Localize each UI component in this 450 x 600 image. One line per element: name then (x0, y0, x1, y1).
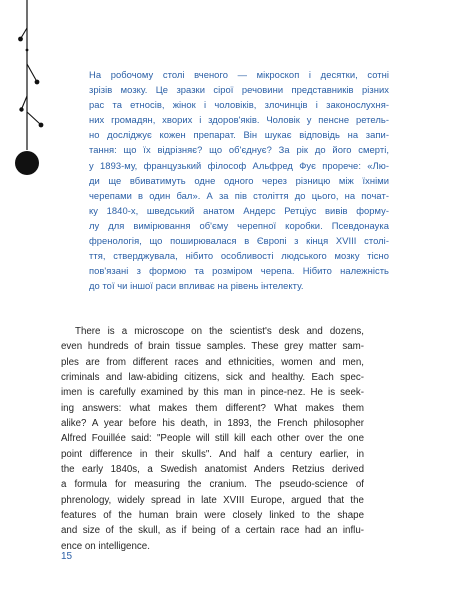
ukrainian-paragraph-line: черепами в один бал». А за пів століття до цього, на почат- (89, 189, 389, 201)
english-paragraph-line: even hundreds of brain tissue samples. These grey matter sam- (61, 341, 364, 353)
english-paragraph-line: ing answers: what makes them different? What makes them (61, 402, 364, 414)
english-paragraph-line: alike? A year before his death, in 1893, the French philosopher (61, 418, 364, 430)
ukrainian-paragraph-line: у 1893-му, французький філософ Альфред Фує прорече: «Лю- (89, 159, 389, 171)
english-paragraph-line: imen is carefully examined by this man in pince-nez. He is seek- (61, 387, 364, 399)
english-paragraph-line: point difference in their skulls". And half a century earlier, in (61, 448, 364, 460)
ukrainian-paragraph-line: до тої чи іншої раси впливає на рівень інтелекту. (89, 280, 304, 292)
english-paragraph (61, 324, 364, 554)
hanging-pendulum-ornament-icon (0, 0, 60, 190)
ukrainian-paragraph-line: рас та етносів, жінок і чоловіків, злочинців і законослухня- (89, 99, 389, 111)
ukrainian-paragraph-line: ку 1840-х, шведський анатом Андерс Ретціус вивів форму- (89, 204, 389, 216)
ukrainian-paragraph-line: На робочому столі вченого — мікроскоп і десятки, сотні (89, 69, 389, 80)
ukrainian-paragraph-line: зрізів мозку. Це зразки сірої речовини представників різних (89, 84, 389, 96)
english-paragraph-line: ence on intelligence. (61, 540, 150, 552)
ukrainian-paragraph-line: лу для вимірювання об'єму черепної коробки. Псевдонаука (89, 219, 389, 231)
ukrainian-paragraph-line: пов'язані з формою та розміром черепа. Нібито належність (89, 265, 389, 277)
english-paragraph-line: a formula for measuring the cranium. The pseudo-science of (61, 479, 364, 491)
english-paragraph-line: features of the human brain were closely linked to the shape (61, 510, 364, 522)
ukrainian-paragraph-line: них громадян, хворих і здоров'яків. Чоловік у пенсне ретель- (89, 114, 389, 126)
ukrainian-paragraph-line: ди ще вбиватимуть одне одного через різницю між їхніми (89, 174, 389, 186)
english-paragraph-line: ples are from different races and ethnicities, women and men, (61, 356, 364, 368)
page-number: 15 (61, 551, 73, 562)
english-paragraph-line: Alfred Fouillée said: "People will still kill each other over the one (61, 433, 364, 445)
english-paragraph-line: phrenology, widely spread in late XVIII Europe, argued that the (61, 494, 364, 506)
ukrainian-paragraph-line: френологія, що поширювалася в Європі з кінця XVIII столі- (89, 235, 389, 247)
english-paragraph-line: the early 1840s, a Swedish anatomist Anders Retzius derived (61, 464, 364, 476)
english-paragraph-line: There is a microscope on the scientist's desk and dozens, (75, 326, 364, 337)
ukrainian-paragraph-line: но досліджує кожен препарат. Він шукає відповідь на запи- (89, 129, 389, 141)
ukrainian-paragraph (89, 67, 389, 293)
english-paragraph-line: and size of the skull, as if being of a certain race had an influ- (61, 525, 364, 537)
ukrainian-paragraph-line: ття, стверджувала, нібито особливості людського мозку тісно (89, 250, 389, 262)
english-paragraph-line: criminals and law-abiding citizens, sick and healthy. Each spec- (61, 372, 364, 384)
ukrainian-paragraph-line: тання: що їх відрізняє? що об'єднує? За рік до його смерті, (89, 144, 389, 156)
